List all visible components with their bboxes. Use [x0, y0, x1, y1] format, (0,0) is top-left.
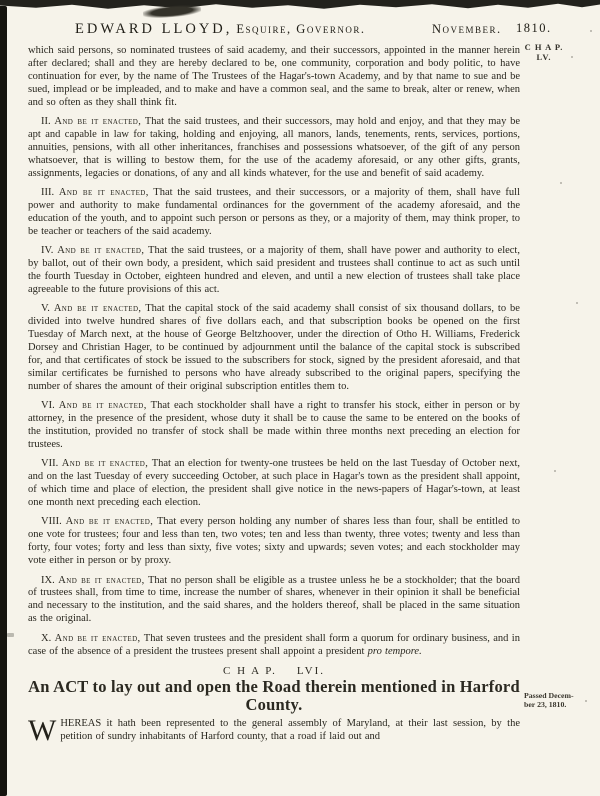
act-title-line1: An ACT to lay out and open the Road therein mentioned in Harford — [28, 676, 520, 696]
enacting-clause: And be it enacted, — [58, 400, 147, 412]
scan-speckle — [560, 182, 562, 184]
section-text: which said persons, so nominated trustees of said academy, and their successors, appointed in the manner herein after declared; shall and they are hereby declared to be, one community, corporation and body politic, to have continuation for ever, by the name of The Trustees of the Hagar's-town Academy, and by that name to sue and be sued, implead or be impleaded, and to make and have a common seal, and the same to break, alter or renew, when and so often as they shall think fit. — [28, 45, 520, 108]
paragraph-section-2 — [28, 116, 520, 181]
header-month: November. — [432, 22, 502, 36]
paragraph-section-4 — [28, 245, 520, 297]
statute-text-column — [28, 45, 520, 747]
governor-titles: Esquire, Governor. — [236, 22, 366, 36]
chapter-56-heading — [28, 665, 520, 677]
passed-date-margin-note — [524, 691, 590, 709]
paragraph-continuation — [28, 45, 520, 110]
section-text-italic: pro tempore. — [367, 645, 422, 657]
scan-speckle — [554, 470, 556, 472]
scan-artifact-left-tick — [7, 633, 14, 637]
section-number: III. — [41, 187, 55, 199]
enacting-clause: And be it enacted, — [57, 245, 145, 257]
paragraph-section-3 — [28, 187, 520, 239]
header-year: 1810. — [516, 21, 552, 35]
paragraph-section-6 — [28, 400, 520, 452]
paragraph-section-5 — [28, 303, 520, 393]
section-text: That each stockholder shall have a right to transfer his stock, either in person or by attorney, in the presence of the president, whose duty it shall be to cause the same to be entered on the books of the institution, provided no transfer of stock shall be made within three months next preceding an election for trustees. — [28, 400, 520, 450]
chapter-margin-line2: LV. — [536, 52, 552, 62]
section-number: IX. — [41, 574, 55, 586]
enacting-clause: And be it enacted, — [54, 116, 142, 128]
scan-artifact-left-binding-bar — [0, 6, 7, 796]
passed-date-line1: Passed Decem- — [524, 691, 574, 700]
governor-name: EDWARD LLOYD, — [75, 21, 233, 37]
section-text: That the said trustees, and their successors, may hold and enjoy, and that they may be apt and capable in law for taking, holding and enjoying, all manors, lands, tenements, rents, services, portions, annuities, pensions, with all other inheritances, franchises and possessions whatsoever, of the gift of any person whatsoever, that is willing to bestow them, for the use of the academy aforesaid, or any other gifts, grants, assignments, legacies or donations, of any and all kinds whatever, for the use and benefit of said academy. — [28, 116, 520, 179]
section-number: X. — [41, 632, 52, 644]
act-title-line2: County. — [245, 695, 303, 715]
whereas-paragraph — [28, 713, 520, 747]
chapter-56-label: C H A P. — [223, 664, 277, 677]
drop-cap: W — [28, 713, 57, 747]
scan-artifact-ink-smudge — [143, 3, 202, 19]
paragraph-section-10 — [28, 633, 520, 659]
section-text: That seven trustees and the president shall form a quorum for ordinary business, and in case of the absence of a president the trustees present shall appoint a president — [28, 632, 520, 657]
section-number: V. — [41, 303, 50, 315]
section-number: VII. — [41, 458, 59, 470]
scan-speckle — [576, 302, 578, 304]
scan-artifact-top-edge — [0, 0, 600, 10]
enacting-clause: And be it enacted, — [58, 574, 145, 586]
page-header — [75, 20, 365, 38]
act-title — [28, 678, 520, 715]
enacting-clause: And be it enacted, — [58, 187, 149, 199]
scan-speckle — [590, 30, 592, 32]
section-text: That the said trustees, and their successors, or a majority of them, shall have full power and authority to make fundamental ordinances for the government of the academy aforesaid, and the education of the youth, and to appoint such person or persons as they, or a majority of them, may think proper, to be teacher or teachers of the said academy. — [28, 187, 520, 237]
section-number: VI. — [41, 400, 55, 412]
section-number: VIII. — [41, 516, 62, 528]
section-text: That the said trustees, or a majority of them, shall have power and authority to elect, by ballot, out of their own body, a president, which said president and trustees shall continue to act as such until the fourth Tuesday in October, eighteen hundred and eleven, and until a new election of trustees shall take place agreeable to the future provisions of this act. — [28, 245, 520, 295]
chapter-margin-line1: C H A P. — [524, 42, 564, 52]
whereas-text: HEREAS it hath been represented to the general assembly of Maryland, at their last session, by the petition of sundry inhabitants of Harford county, that a road if laid out and — [60, 717, 520, 742]
chapter-56-numeral: LVI. — [296, 664, 325, 677]
enacting-clause: And be it enacted, — [61, 458, 149, 470]
section-number: IV. — [41, 245, 54, 257]
section-number: II. — [41, 116, 51, 128]
section-text: That the capital stock of the said academy shall consist of six thousand dollars, to be divided into twelve hundred shares of five dollars each, and that subscription books be opened on the first Tuesday of March next, at the house of George Beltzhoover, under the direction of Otho H. Williams, Frederick Dorsey and Christian Hager, to be continued by adjournment until the balance of the capital stock is subscribed for, and that certificates of stock be issued to the subscribers for stock, signed by the president aforesaid, and that similar certificates be furnished to persons who have already subscribed to the original papers, specifying the number of shares the amount of their original subscription entitles them to. — [28, 303, 520, 392]
enacting-clause: And be it enacted, — [54, 632, 141, 644]
passed-date-line2: ber 23, 1810. — [524, 700, 567, 709]
section-text: That no person shall be eligible as a trustee unless he be a stockholder; that the board of trustees shall, from time to time, increase the number of shares, whenever in their opinion it shall be beneficial and necessary to the institution, and the said shares, and the holders thereof, shall be placed in the same situation as the original. — [28, 574, 520, 625]
paragraph-section-7 — [28, 458, 520, 510]
section-text: That an election for twenty-one trustees be held on the last Tuesday of October next, and on the last Tuesday of every succeeding October, at such place in Hagar's town as the president shall appoint, of which time and place of election, the president shall give notice in the news-papers of Hagar's-town, at least one month next preceding each election. — [28, 458, 520, 508]
enacting-clause: And be it enacted, — [53, 303, 142, 315]
paragraph-section-9 — [28, 575, 520, 627]
enacting-clause: And be it enacted, — [65, 516, 154, 528]
section-text: That every person holding any number of shares less than four, shall be entitled to one vote for trustees; four and less than ten, two votes; ten and less than twenty, three votes; twenty and less than forty, four votes; forty and less than sixty, five votes; sixty and upwards; seven votes; and each stockholder may vote either in person or by proxy. — [28, 516, 520, 567]
paragraph-section-8 — [28, 516, 520, 568]
